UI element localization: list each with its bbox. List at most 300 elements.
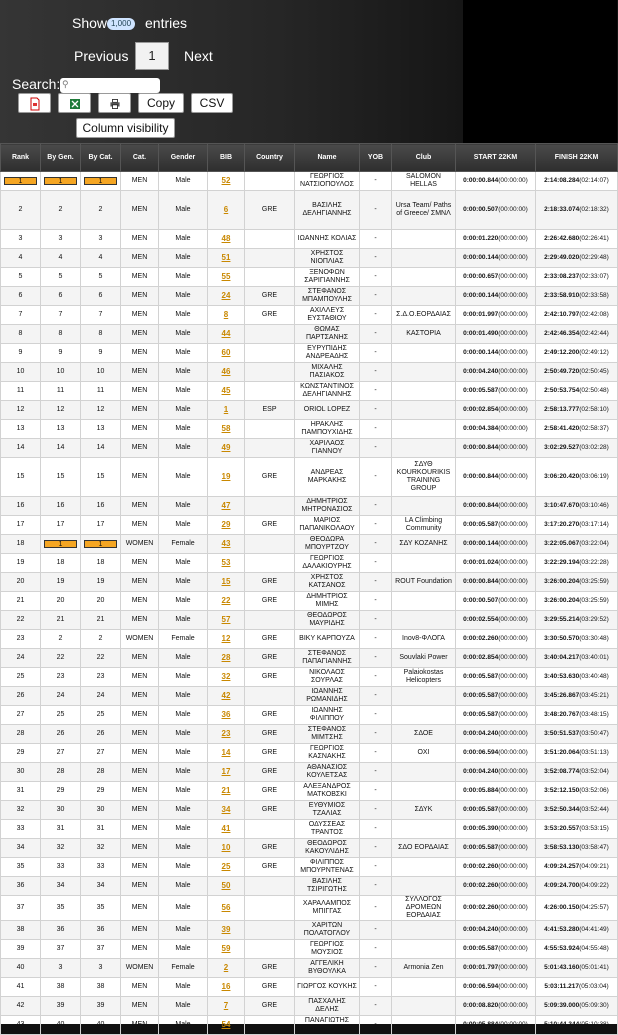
- cell-yob: -: [360, 668, 392, 687]
- cell-start: [456, 668, 536, 687]
- cell-rank: 38: [1, 921, 41, 940]
- cell-bib[interactable]: 1: [208, 401, 245, 420]
- cell-finish-time: 3:40:04.217: [544, 654, 580, 661]
- podium-badge: 1: [44, 177, 77, 185]
- cell-start-time: 0:00:00.144: [463, 349, 499, 356]
- cell-country: [245, 820, 295, 839]
- cell-country: GRE: [245, 706, 295, 725]
- cell-start-net: (00:00:00): [498, 206, 528, 213]
- cell-finish: [536, 630, 618, 649]
- col-finish[interactable]: FINISH 22KM: [536, 144, 618, 172]
- table-row: [1, 268, 618, 287]
- col-by-cat[interactable]: By Cat.: [81, 144, 121, 172]
- cell-club: Souvlaki Power: [392, 649, 456, 668]
- cell-by-cat: 24: [81, 687, 121, 706]
- table-row: [1, 249, 618, 268]
- cell-by-gen: 19: [41, 573, 81, 592]
- cell-rank: 21: [1, 592, 41, 611]
- cell-finish-time: 3:29:55.214: [544, 616, 580, 623]
- cell-country: GRE: [245, 801, 295, 820]
- search-label: Search:: [12, 76, 61, 92]
- cell-finish: [536, 458, 618, 497]
- cell-by-gen: 21: [41, 611, 81, 630]
- cell-bib[interactable]: 17: [208, 763, 245, 782]
- cell-cat: MEN: [121, 706, 159, 725]
- previous-button[interactable]: Previous: [74, 48, 129, 64]
- cell-yob: -: [360, 611, 392, 630]
- cell-country: [245, 921, 295, 940]
- cell-by-cat: 15: [81, 458, 121, 497]
- cell-name: ΚΩΝΣΤΑΝΤΙΝΟΣ ΔΕΛΗΓΙΑΝΝΗΣ: [295, 382, 360, 401]
- pdf-button[interactable]: [18, 93, 51, 113]
- cell-yob: -: [360, 306, 392, 325]
- cell-bib[interactable]: 6: [208, 191, 245, 230]
- cell-finish-time: 3:45:26.867: [544, 692, 580, 699]
- cell-start-time: 0:00:05.587: [463, 844, 499, 851]
- cell-finish: [536, 268, 618, 287]
- cell-start-time: 0:00:04.240: [463, 368, 499, 375]
- cell-club: [392, 877, 456, 896]
- cell-club: Armonia Zen: [392, 959, 456, 978]
- cell-country: [245, 363, 295, 382]
- cell-start-net: (00:00:00): [498, 692, 528, 699]
- cell-bib[interactable]: 21: [208, 782, 245, 801]
- cell-cat: MEN: [121, 344, 159, 363]
- cell-start: [456, 268, 536, 287]
- cell-country: [245, 230, 295, 249]
- cell-start-time: 0:00:05.390: [463, 825, 499, 832]
- cell-club: ΚΑΣΤΟΡΙΑ: [392, 325, 456, 344]
- cell-cat: MEN: [121, 382, 159, 401]
- cell-finish: [536, 959, 618, 978]
- cell-by-gen: 2: [41, 191, 81, 230]
- cell-bib[interactable]: 42: [208, 687, 245, 706]
- cell-club: ROUT Foundation: [392, 573, 456, 592]
- cell-by-cat: 13: [81, 420, 121, 439]
- cell-gender: Male: [159, 554, 208, 573]
- cell-club: ΣΥΛΛΟΓΟΣ ΔΡΟΜΕΩΝ ΕΟΡΔΑΙΑΣ: [392, 896, 456, 921]
- cell-start: [456, 921, 536, 940]
- cell-start: [456, 420, 536, 439]
- cell-finish-net: (03:52:06): [579, 787, 609, 794]
- cell-bib[interactable]: 57: [208, 611, 245, 630]
- cell-start: [456, 1016, 536, 1035]
- cell-by-cat: 3: [81, 230, 121, 249]
- cell-name: ΒΑΣΙΛΗΣ ΔΕΛΗΓΙΑΝΝΗΣ: [295, 191, 360, 230]
- table-row: [1, 191, 618, 230]
- cell-rank: 27: [1, 706, 41, 725]
- table-row: [1, 344, 618, 363]
- cell-start-net: (00:00:00): [498, 882, 528, 889]
- cell-finish-time: 2:18:33.074: [544, 206, 580, 213]
- cell-bib[interactable]: 48: [208, 230, 245, 249]
- cell-finish-time: 2:58:13.777: [544, 406, 580, 413]
- cell-bib[interactable]: 58: [208, 420, 245, 439]
- table-row: [1, 687, 618, 706]
- cell-name: ΞΕΝΟΦΩΝ ΣΑΡΙΓΙΑΝΝΗΣ: [295, 268, 360, 287]
- table-row: [1, 230, 618, 249]
- cell-start-net: (00:00:00): [498, 578, 528, 585]
- next-button[interactable]: Next: [184, 48, 213, 64]
- cell-by-cat: 36: [81, 921, 121, 940]
- cell-finish-time: 4:09:24.700: [544, 882, 580, 889]
- col-club[interactable]: Club: [392, 144, 456, 172]
- cell-by-gen: 17: [41, 516, 81, 535]
- cell-start-net: (00:00:00): [498, 473, 528, 480]
- cell-start-net: (00:00:00): [498, 273, 528, 280]
- cell-start: [456, 978, 536, 997]
- cell-by-cat: 2: [81, 191, 121, 230]
- cell-club: [392, 497, 456, 516]
- cell-yob: -: [360, 382, 392, 401]
- cell-gender: Male: [159, 1016, 208, 1035]
- results-table: [0, 143, 617, 1032]
- table-row: [1, 896, 618, 921]
- cell-name: ΙΩΑΝΝΗΣ ΚΟΛΙΑΣ: [295, 230, 360, 249]
- cell-bib[interactable]: 47: [208, 497, 245, 516]
- cell-finish: [536, 592, 618, 611]
- cell-start: [456, 997, 536, 1016]
- cell-bib[interactable]: 28: [208, 649, 245, 668]
- cell-bib[interactable]: 25: [208, 858, 245, 877]
- cell-start-net: (00:00:00): [498, 406, 528, 413]
- cell-country: [245, 611, 295, 630]
- cell-finish: [536, 997, 618, 1016]
- excel-button[interactable]: [58, 93, 91, 113]
- cell-finish-net: (02:29:48): [579, 254, 609, 261]
- cell-finish-net: (02:49:12): [579, 349, 609, 356]
- cell-by-cat: 35: [81, 896, 121, 921]
- csv-button[interactable]: CSV: [191, 93, 233, 113]
- cell-name: ΧΑΡΙΛΑΟΣ ΓΙΑΝΝΟΥ: [295, 439, 360, 458]
- cell-bib[interactable]: 19: [208, 458, 245, 497]
- cell-cat: MEN: [121, 363, 159, 382]
- page-button[interactable]: 1: [135, 42, 169, 70]
- cell-start-net: (00:00:00): [498, 444, 528, 451]
- cell-start-net: (00:00:00): [498, 654, 528, 661]
- cell-finish-time: 2:42:10.797: [544, 311, 580, 318]
- col-start[interactable]: START 22KM: [456, 144, 536, 172]
- cell-finish-net: (03:30:48): [579, 635, 609, 642]
- cell-bib[interactable]: 32: [208, 668, 245, 687]
- cell-name: ΟΔΥΣΣΕΑΣ ΤΡΑΝΤΟΣ: [295, 820, 360, 839]
- cell-start-time: 0:00:05.587: [463, 673, 499, 680]
- cell-start: [456, 306, 536, 325]
- cell-country: [245, 896, 295, 921]
- cell-start: [456, 858, 536, 877]
- cell-club: [392, 940, 456, 959]
- cell-yob: -: [360, 401, 392, 420]
- cell-start-time: 0:00:05.587: [463, 945, 499, 952]
- cell-bib[interactable]: 44: [208, 325, 245, 344]
- cell-yob: -: [360, 325, 392, 344]
- cell-country: GRE: [245, 763, 295, 782]
- cell-club: [392, 249, 456, 268]
- cell-bib[interactable]: 10: [208, 839, 245, 858]
- col-country[interactable]: Country: [245, 144, 295, 172]
- cell-gender: Male: [159, 497, 208, 516]
- cell-start-time: 0:00:01.797: [463, 964, 499, 971]
- cell-by-cat: 34: [81, 877, 121, 896]
- cell-bib[interactable]: 41: [208, 820, 245, 839]
- cell-finish-net: (03:29:52): [579, 616, 609, 623]
- col-name[interactable]: Name: [295, 144, 360, 172]
- cell-club: [392, 921, 456, 940]
- cell-gender: Male: [159, 877, 208, 896]
- cell-yob: -: [360, 249, 392, 268]
- cell-cat: MEN: [121, 687, 159, 706]
- cell-finish: [536, 573, 618, 592]
- cell-bib[interactable]: 46: [208, 363, 245, 382]
- col-gender[interactable]: Gender: [159, 144, 208, 172]
- cell-bib[interactable]: 36: [208, 706, 245, 725]
- cell-start: [456, 516, 536, 535]
- cell-cat: MEN: [121, 896, 159, 921]
- cell-start-time: 0:00:05.884: [463, 1021, 499, 1028]
- cell-bib[interactable]: 39: [208, 921, 245, 940]
- cell-by-cat: 33: [81, 858, 121, 877]
- cell-by-cat: 9: [81, 344, 121, 363]
- cell-finish: [536, 858, 618, 877]
- cell-by-gen: 6: [41, 287, 81, 306]
- cell-start: [456, 287, 536, 306]
- cell-finish-time: 3:52:50.344: [544, 806, 580, 813]
- podium-badge: 1: [44, 540, 77, 548]
- cell-bib[interactable]: 53: [208, 554, 245, 573]
- cell-start: [456, 230, 536, 249]
- entries-select[interactable]: 1,000: [107, 18, 135, 30]
- cell-name: ΣΤΕΦΑΝΟΣ ΜΠΑΜΠΟΥΛΗΣ: [295, 287, 360, 306]
- cell-by-cat: 26: [81, 725, 121, 744]
- cell-finish: [536, 382, 618, 401]
- cell-by-cat: 8: [81, 325, 121, 344]
- cell-start-time: 0:00:01.024: [463, 559, 499, 566]
- cell-finish-time: 3:22:29.194: [544, 559, 580, 566]
- cell-finish-time: 2:50:53.754: [544, 387, 580, 394]
- show-label: Show: [72, 15, 108, 31]
- cell-country: [245, 344, 295, 363]
- cell-by-cat: 12: [81, 401, 121, 420]
- cell-start: [456, 554, 536, 573]
- cell-by-cat: [81, 172, 121, 191]
- cell-cat: MEN: [121, 744, 159, 763]
- cell-yob: -: [360, 687, 392, 706]
- cell-finish: [536, 877, 618, 896]
- cell-start-time: 0:00:01.997: [463, 311, 499, 318]
- cell-bib[interactable]: 22: [208, 592, 245, 611]
- cell-gender: Male: [159, 439, 208, 458]
- cell-start-net: (00:00:00): [498, 983, 528, 990]
- cell-country: GRE: [245, 839, 295, 858]
- cell-start: [456, 649, 536, 668]
- cell-name: ΠΑΝΑΓΙΩΤΗΣ ΠΑΠΑΙΩΑΝΝΟΥ: [295, 1016, 360, 1035]
- cell-cat: MEN: [121, 782, 159, 801]
- cell-cat: MEN: [121, 497, 159, 516]
- cell-finish-net: (03:40:48): [579, 673, 609, 680]
- cell-finish-net: (02:50:48): [579, 387, 609, 394]
- cell-start-net: (00:00:00): [498, 616, 528, 623]
- search-input[interactable]: [60, 78, 160, 93]
- cell-club: [392, 554, 456, 573]
- cell-yob: -: [360, 877, 392, 896]
- cell-finish: [536, 820, 618, 839]
- cell-gender: Male: [159, 230, 208, 249]
- table-row: [1, 706, 618, 725]
- col-rank[interactable]: Rank: [1, 144, 41, 172]
- cell-bib[interactable]: 50: [208, 877, 245, 896]
- cell-bib[interactable]: 15: [208, 573, 245, 592]
- cell-gender: Male: [159, 268, 208, 287]
- cell-start-net: (00:00:00): [498, 330, 528, 337]
- cell-country: GRE: [245, 649, 295, 668]
- cell-finish: [536, 839, 618, 858]
- cell-cat: MEN: [121, 997, 159, 1016]
- table-row: [1, 997, 618, 1016]
- cell-start-time: 0:00:02.854: [463, 406, 499, 413]
- cell-bib[interactable]: 45: [208, 382, 245, 401]
- cell-start-net: (00:00:00): [498, 787, 528, 794]
- print-button[interactable]: [98, 93, 131, 113]
- table-row: [1, 287, 618, 306]
- cell-country: [245, 172, 295, 191]
- cell-bib[interactable]: 34: [208, 801, 245, 820]
- cell-club: [392, 782, 456, 801]
- cell-finish: [536, 801, 618, 820]
- cell-bib[interactable]: 49: [208, 439, 245, 458]
- cell-finish: [536, 940, 618, 959]
- dark-panel: [463, 0, 617, 143]
- table-row: [1, 839, 618, 858]
- cell-bib[interactable]: 23: [208, 725, 245, 744]
- cell-finish-time: 3:52:12.150: [544, 787, 580, 794]
- cell-gender: Male: [159, 782, 208, 801]
- col-by-gen[interactable]: By Gen.: [41, 144, 81, 172]
- cell-finish: [536, 744, 618, 763]
- cell-rank: 26: [1, 687, 41, 706]
- cell-start: [456, 363, 536, 382]
- cell-start-time: 0:00:00.507: [463, 206, 499, 213]
- cell-gender: Male: [159, 611, 208, 630]
- cell-bib[interactable]: 60: [208, 344, 245, 363]
- cell-name: ΒΑΣΙΛΗΣ ΤΣΙΡΙΓΩΤΗΣ: [295, 877, 360, 896]
- cell-name: ΓΕΩΡΓΙΟΣ ΜΟΥΣΙΟΣ: [295, 940, 360, 959]
- cell-bib[interactable]: 7: [208, 997, 245, 1016]
- cell-by-cat: 23: [81, 668, 121, 687]
- col-yob[interactable]: YOB: [360, 144, 392, 172]
- cell-club: [392, 687, 456, 706]
- cell-rank: 20: [1, 573, 41, 592]
- cell-rank: 19: [1, 554, 41, 573]
- cell-yob: -: [360, 287, 392, 306]
- cell-bib[interactable]: 51: [208, 249, 245, 268]
- cell-cat: MEN: [121, 725, 159, 744]
- cell-by-cat: 4: [81, 249, 121, 268]
- cell-cat: WOMEN: [121, 630, 159, 649]
- cell-name: ΘΩΜΑΣ ΠΑΡΤΣΑΝΗΣ: [295, 325, 360, 344]
- cell-start-net: (00:00:00): [498, 387, 528, 394]
- cell-start-net: (00:00:00): [498, 749, 528, 756]
- cell-by-cat: 40: [81, 1016, 121, 1035]
- cell-club: [392, 382, 456, 401]
- cell-by-gen: 15: [41, 458, 81, 497]
- cell-bib[interactable]: 29: [208, 516, 245, 535]
- cell-bib[interactable]: 56: [208, 896, 245, 921]
- cell-by-gen: 3: [41, 959, 81, 978]
- cell-finish: [536, 611, 618, 630]
- cell-start: [456, 325, 536, 344]
- cell-start-net: (00:00:00): [498, 711, 528, 718]
- col-bib[interactable]: BIB: [208, 144, 245, 172]
- cell-name: ΧΑΡΙΤΩΝ ΠΟΛΑΤΟΓΛΟΥ: [295, 921, 360, 940]
- cell-name: ΜΙΧΑΛΗΣ ΠΑΣΙΑΚΟΣ: [295, 363, 360, 382]
- cell-bib[interactable]: 8: [208, 306, 245, 325]
- column-visibility-button[interactable]: Column visibility: [76, 118, 175, 138]
- table-row: [1, 1016, 618, 1035]
- cell-gender: Male: [159, 858, 208, 877]
- table-row: [1, 420, 618, 439]
- cell-bib[interactable]: 16: [208, 978, 245, 997]
- cell-name: ΓΕΩΡΓΙΟΣ ΚΑΣΝΑΚΗΣ: [295, 744, 360, 763]
- cell-finish: [536, 420, 618, 439]
- cell-finish: [536, 401, 618, 420]
- col-cat[interactable]: Cat.: [121, 144, 159, 172]
- cell-start: [456, 763, 536, 782]
- cell-by-gen: 40: [41, 1016, 81, 1035]
- cell-bib[interactable]: 2: [208, 959, 245, 978]
- cell-bib[interactable]: 43: [208, 535, 245, 554]
- cell-gender: Female: [159, 535, 208, 554]
- cell-cat: MEN: [121, 801, 159, 820]
- cell-finish: [536, 191, 618, 230]
- cell-by-cat: 32: [81, 839, 121, 858]
- cell-yob: -: [360, 516, 392, 535]
- cell-club: [392, 978, 456, 997]
- cell-by-cat: 22: [81, 649, 121, 668]
- cell-club: [392, 997, 456, 1016]
- cell-gender: Male: [159, 191, 208, 230]
- cell-by-gen: 20: [41, 592, 81, 611]
- cell-bib[interactable]: 14: [208, 744, 245, 763]
- cell-bib[interactable]: 12: [208, 630, 245, 649]
- cell-cat: WOMEN: [121, 959, 159, 978]
- cell-by-cat: 19: [81, 573, 121, 592]
- cell-start: [456, 706, 536, 725]
- cell-rank: 16: [1, 497, 41, 516]
- cell-bib[interactable]: 52: [208, 172, 245, 191]
- cell-club: Σ.Δ.Ο.ΕΟΡΔΑΙΑΣ: [392, 306, 456, 325]
- table-row: [1, 630, 618, 649]
- cell-by-cat: 29: [81, 782, 121, 801]
- cell-name: ΙΩΑΝΝΗΣ ΡΩΜΑΝΙΔΗΣ: [295, 687, 360, 706]
- cell-start-time: 0:00:04.240: [463, 926, 499, 933]
- cell-bib[interactable]: 24: [208, 287, 245, 306]
- cell-finish-net: (03:53:15): [579, 825, 609, 832]
- cell-gender: Female: [159, 959, 208, 978]
- table-row: [1, 940, 618, 959]
- cell-start: [456, 497, 536, 516]
- cell-yob: -: [360, 344, 392, 363]
- copy-button[interactable]: Copy: [138, 93, 184, 113]
- cell-bib[interactable]: 59: [208, 940, 245, 959]
- cell-gender: Male: [159, 725, 208, 744]
- cell-bib[interactable]: 55: [208, 268, 245, 287]
- cell-finish-time: 3:22:05.067: [544, 540, 580, 547]
- cell-finish-net: (03:17:14): [579, 521, 609, 528]
- cell-bib[interactable]: 54: [208, 1016, 245, 1035]
- cell-name: ΝΙΚΟΛΑΟΣ ΣΟΥΡΛΑΣ: [295, 668, 360, 687]
- cell-yob: -: [360, 535, 392, 554]
- cell-rank: 2: [1, 191, 41, 230]
